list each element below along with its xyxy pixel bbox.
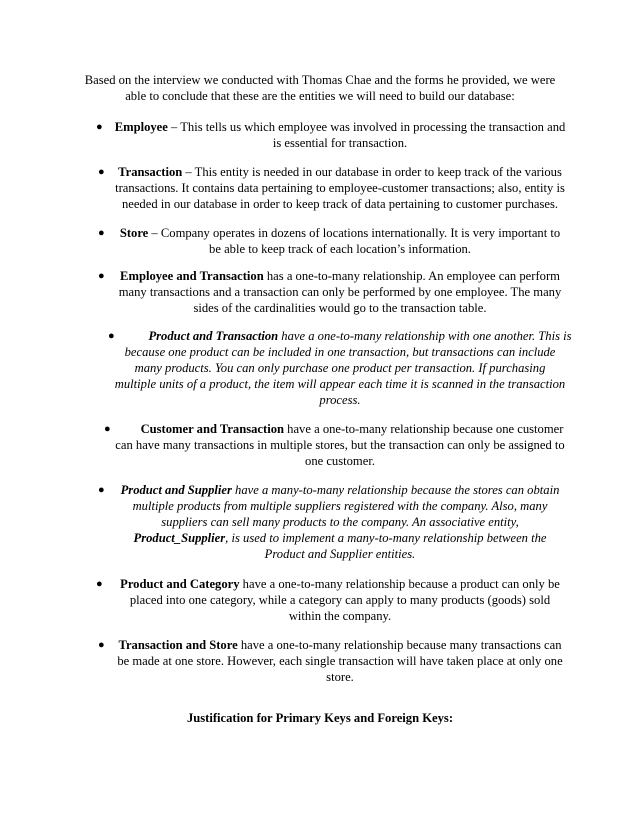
intro-paragraph [70, 72, 570, 104]
entity-term: Product and Category [120, 577, 240, 591]
bullet-icon: ● [98, 484, 105, 496]
list-item-customer-transaction [100, 421, 580, 469]
list-item-employee [112, 119, 568, 151]
entity-term: Transaction and Store [118, 638, 238, 652]
item-text: one customer. [305, 454, 375, 468]
item-text: sides of the cardinalities would go to the transaction table. [193, 301, 487, 315]
item-text: has a one-to-many relationship. An employee can perform [263, 269, 560, 283]
bullet-icon: ● [98, 166, 105, 178]
list-item-transaction-store [112, 637, 568, 685]
item-text: have a one-to-many relationship because a product can only be [239, 577, 560, 591]
list-item-store [112, 225, 568, 257]
bullet-icon: ● [108, 330, 115, 342]
entity-term: Product_Supplier [133, 531, 226, 545]
list-item-product-category [110, 576, 570, 624]
item-text: can have many transactions in multiple stores, but the transaction can only be assigned to [115, 438, 565, 452]
item-text: Product and Supplier entities. [264, 547, 416, 561]
item-text: store. [326, 670, 354, 684]
intro-line: Based on the interview we conducted with Thomas Chae and the forms he provided, we were [84, 73, 556, 87]
item-text: process. [319, 393, 361, 407]
item-text: have a many-to-many relationship because the stores can obtain [231, 483, 560, 497]
item-text: because one product can be included in one transaction, but transactions can include [124, 345, 556, 359]
bullet-icon: ● [104, 423, 111, 435]
item-text: needed in our database in order to keep track of data pertaining to customer purchases. [121, 197, 559, 211]
item-text: have a one-to-many relationship because many transactions can [237, 638, 562, 652]
bullet-icon: ● [96, 578, 103, 590]
item-text: many transactions and a transaction can only be performed by one employee. The many [118, 285, 562, 299]
bullet-icon: ● [98, 270, 105, 282]
item-text: – Company operates in dozens of locations internationally. It is very important to [148, 226, 561, 240]
item-text: – This tells us which employee was involved in processing the transaction and [167, 120, 566, 134]
item-text: is essential for transaction. [272, 136, 408, 150]
list-item-product-supplier [112, 482, 568, 562]
item-text: placed into one category, while a category can apply to many products (goods) sold [129, 593, 551, 607]
item-text: be made at one store. However, each single transaction will have taken place at only one [117, 654, 563, 668]
list-item-transaction [112, 164, 568, 212]
item-text: transactions. It contains data pertaining to employee-customer transactions; also, entity is [115, 181, 565, 195]
bullet-icon: ● [96, 121, 103, 133]
item-text: multiple units of a product, the item will appear each time it is scanned in the transaction [114, 377, 566, 391]
item-text: – This entity is needed in our database in order to keep track of the various [182, 165, 562, 179]
entity-term: Store [119, 226, 149, 240]
list-item-employee-transaction [112, 268, 568, 316]
list-item-product-transaction [80, 328, 600, 408]
entity-term: Employee and Transaction [120, 269, 264, 283]
item-text: , is used to implement a many-to-many relationship between the [225, 531, 547, 545]
bullet-icon: ● [98, 227, 105, 239]
item-text: many products. You can only purchase one product per transaction. If purchasing [134, 361, 546, 375]
section-heading: Justification for Primary Keys and Foreign Keys: [186, 711, 454, 725]
item-text: have a one-to-many relationship with one another. This is [278, 329, 572, 343]
entity-term: Customer and Transaction [140, 422, 285, 436]
item-text: suppliers can sell many products to the company. An associative entity, [161, 515, 519, 529]
bullet-icon: ● [98, 639, 105, 651]
entity-term: Transaction [118, 165, 183, 179]
item-text: within the company. [288, 609, 392, 623]
intro-line: able to conclude that these are the entities we will need to build our database: [125, 89, 515, 103]
item-text: have a one-to-many relationship because one customer [284, 422, 564, 436]
item-text: multiple products from multiple suppliers registered with the company. Also, many [132, 499, 548, 513]
entity-term: Product and Supplier [120, 483, 232, 497]
entity-term: Employee [114, 120, 168, 134]
entity-term: Product and Transaction [148, 329, 279, 343]
item-text: be able to keep track of each location’s information. [209, 242, 471, 256]
